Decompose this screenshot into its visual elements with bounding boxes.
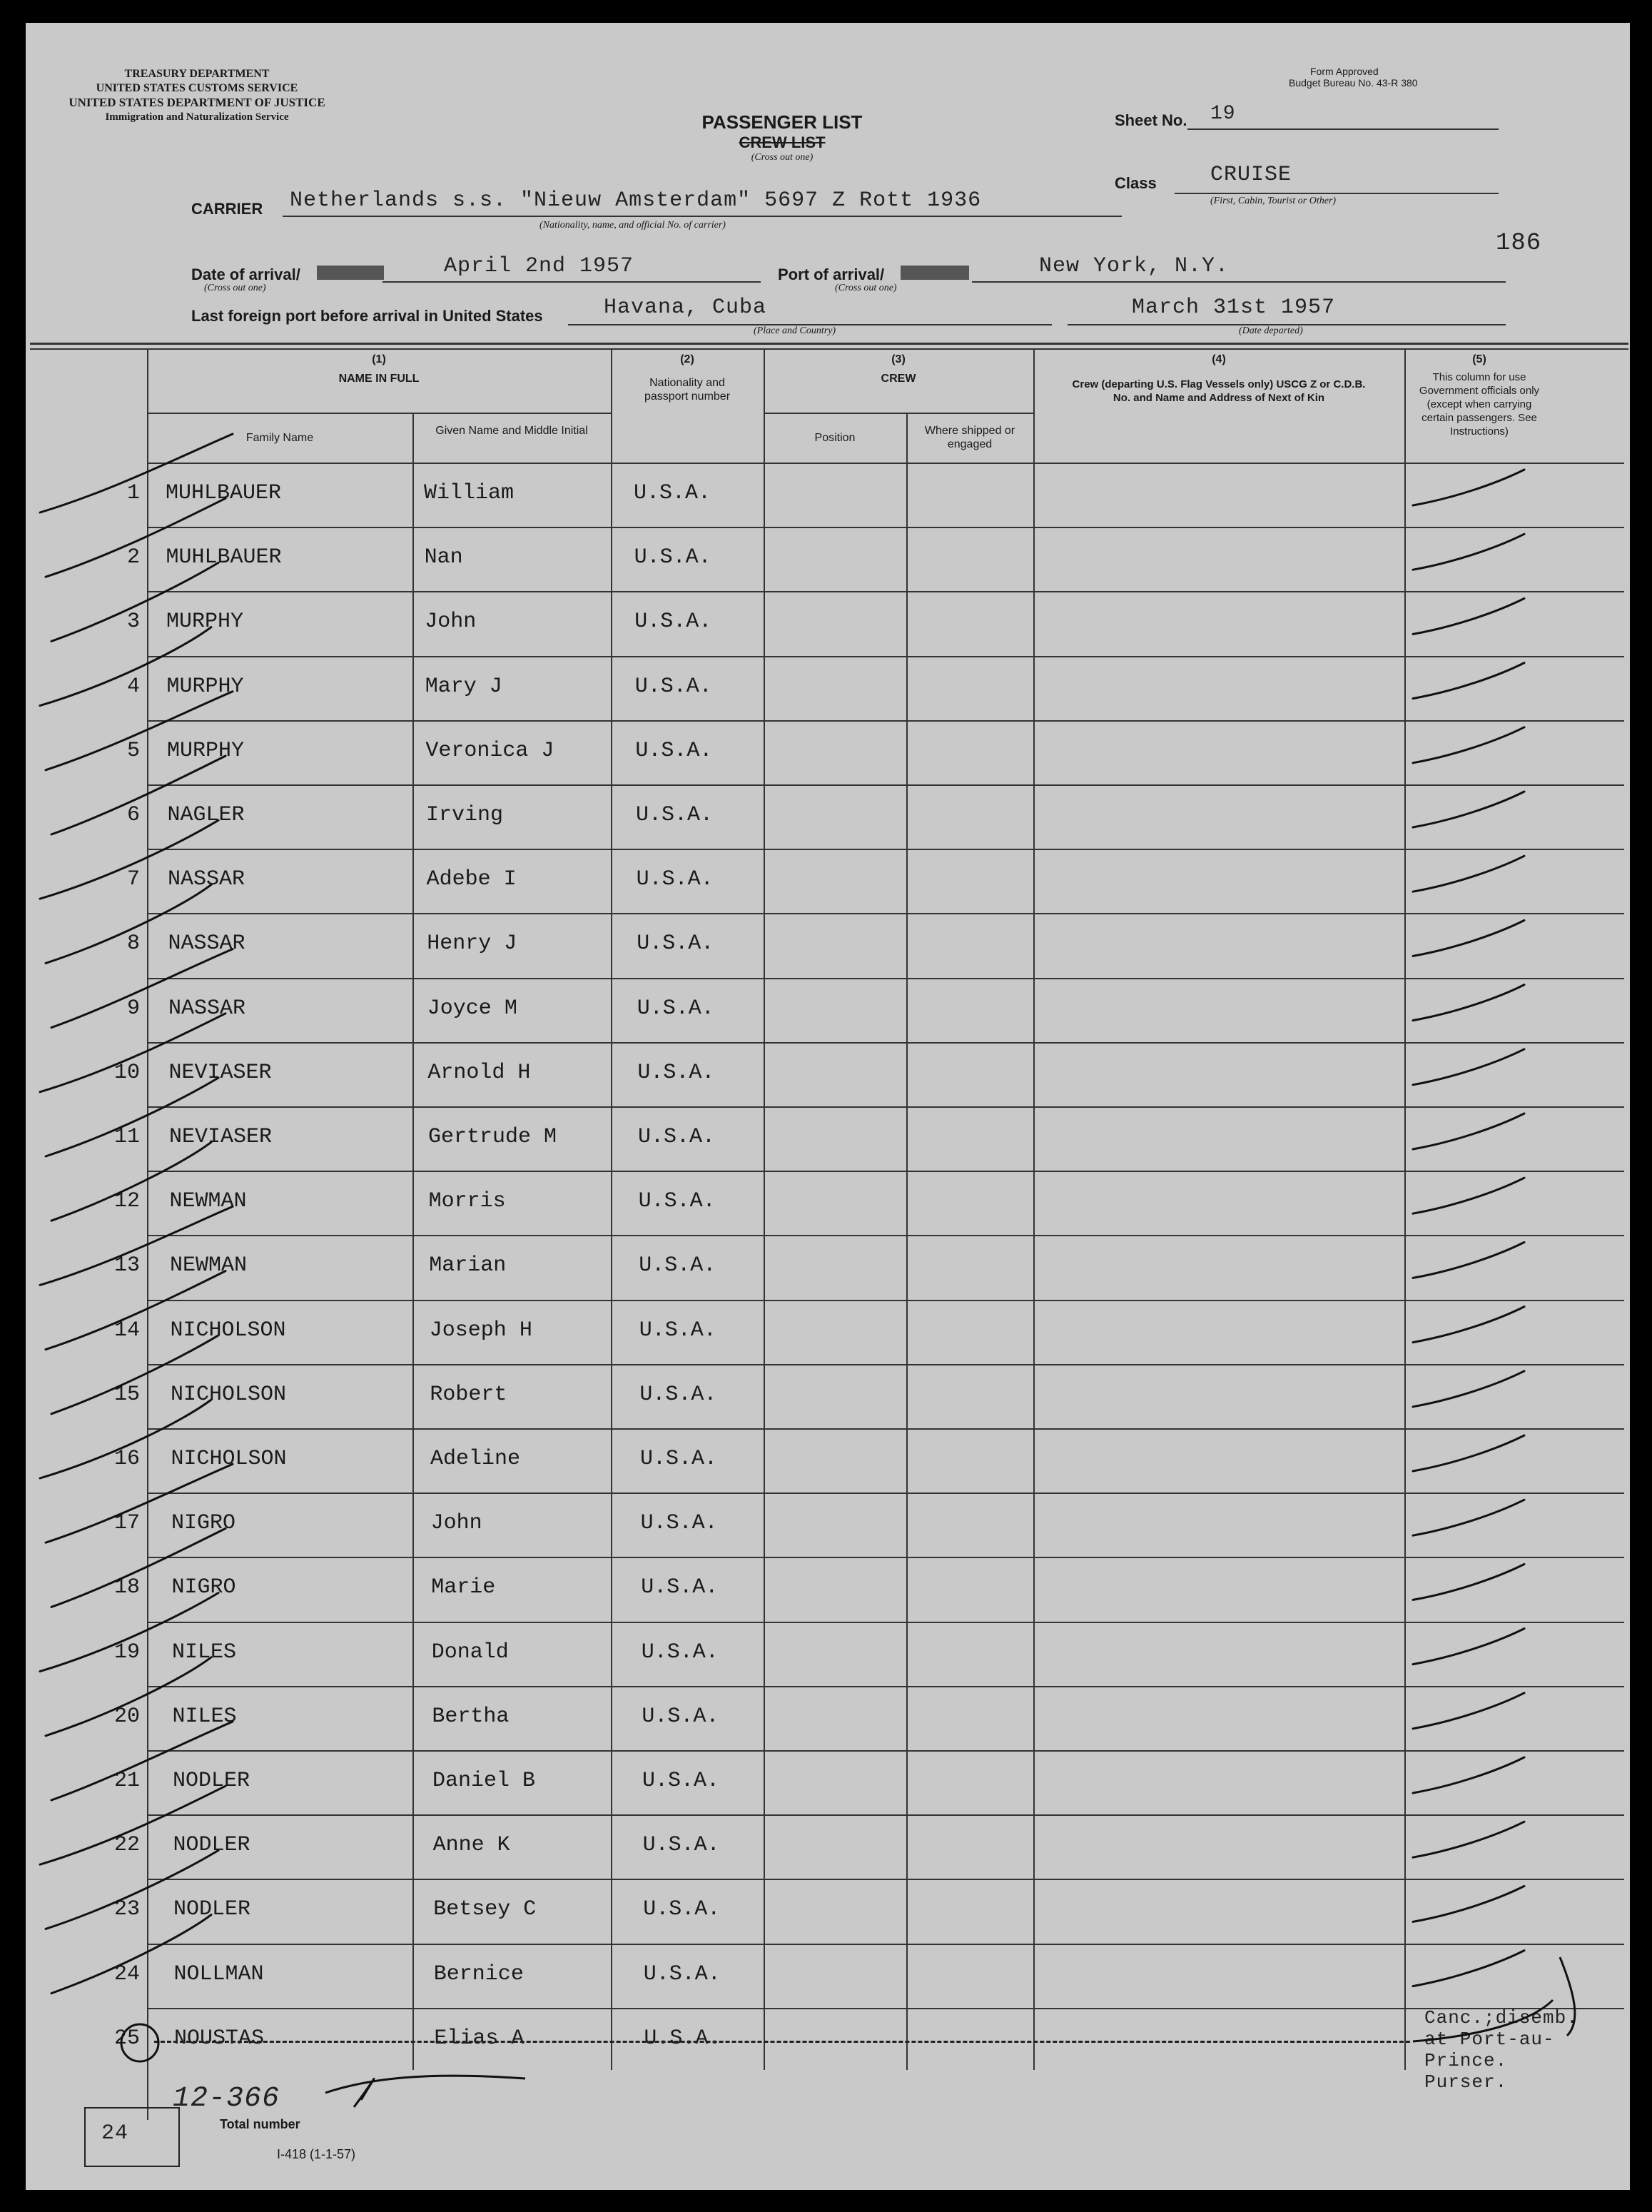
last-port-label: Last foreign port before arrival in United States xyxy=(191,307,543,325)
given-name-cell: Bertha xyxy=(432,1704,510,1729)
given-name-cell: Joyce M xyxy=(427,996,517,1021)
nationality-cell: U.S.A. xyxy=(640,1511,718,1536)
given-name-header: Given Name and Middle Initial xyxy=(435,425,588,437)
given-name-cell: John xyxy=(430,1511,482,1536)
row-number: 11 xyxy=(113,1125,140,1149)
col5-check-mark xyxy=(1413,1242,1524,1278)
row-check-mark xyxy=(40,627,211,706)
nationality-cell: U.S.A. xyxy=(642,1769,720,1793)
family-name-cell: NEVIASER xyxy=(169,1125,273,1149)
nationality-cell: U.S.A. xyxy=(637,931,714,956)
port-value: New York, N.Y. xyxy=(1039,254,1230,278)
given-name-cell: Morris xyxy=(428,1189,506,1214)
nationality-cell: U.S.A. xyxy=(639,1253,716,1278)
given-name-cell: John xyxy=(425,610,477,635)
nationality-cell: U.S.A. xyxy=(638,1125,716,1149)
col5-check-mark xyxy=(1413,1371,1524,1407)
given-name-cell: Adeline xyxy=(430,1447,521,1471)
row-number: 24 xyxy=(113,1961,140,1986)
port-label: Port of arrival/ xyxy=(778,266,885,283)
sheet-number: 19 xyxy=(1210,103,1236,125)
row-number: 5 xyxy=(126,738,140,763)
nationality-cell: U.S.A. xyxy=(636,867,714,892)
col5-check-mark xyxy=(1413,598,1524,634)
col5-check-mark xyxy=(1413,1886,1524,1921)
family-name-cell: MUHLBAUER xyxy=(166,545,282,570)
row-check-mark xyxy=(40,1786,225,1864)
family-name-cell: NASSAR xyxy=(168,931,245,956)
carrier-note: (Nationality, name, and official No. of carrier) xyxy=(539,220,726,231)
row-25-circle-mark xyxy=(121,2024,158,2061)
given-name-cell: Bernice xyxy=(433,1961,524,1986)
row-check-mark xyxy=(46,1271,225,1350)
given-name-cell: Adebe I xyxy=(426,867,517,892)
col5-check-mark xyxy=(1413,1178,1524,1213)
given-name-cell: Arnold H xyxy=(427,1060,531,1085)
col5-check-mark xyxy=(1413,1113,1524,1149)
row-check-mark xyxy=(46,498,225,577)
row-check-mark xyxy=(51,1915,211,1994)
nationality-cell: U.S.A. xyxy=(638,1189,716,1214)
row-number: 25 xyxy=(113,2026,140,2051)
row-check-mark xyxy=(40,1400,211,1478)
row-number: 2 xyxy=(126,545,140,570)
row-check-mark xyxy=(51,1722,233,1800)
row-number: 18 xyxy=(113,1575,140,1600)
given-name-cell: Marie xyxy=(431,1575,496,1600)
col3-number: (3) xyxy=(891,353,906,365)
date-cross-note: (Cross out one) xyxy=(204,283,266,293)
family-name-cell: NASSAR xyxy=(168,867,245,892)
total-number-label: Total number xyxy=(220,2117,300,2131)
col5-check-mark xyxy=(1413,1822,1524,1857)
nationality-cell: U.S.A. xyxy=(643,1961,721,1986)
nationality-cell: U.S.A. xyxy=(635,738,713,763)
given-name-cell: Betsey C xyxy=(433,1897,537,1922)
nationality-cell: U.S.A. xyxy=(642,1704,719,1729)
row-number: 8 xyxy=(126,931,140,956)
family-name-cell: MURPHY xyxy=(166,610,244,635)
nationality-cell: U.S.A. xyxy=(643,1897,721,1922)
family-name-cell: NEWMAN xyxy=(170,1253,248,1278)
row-number: 19 xyxy=(113,1640,140,1665)
agency-line: TREASURY DEPARTMENT xyxy=(124,68,270,80)
col5-check-mark xyxy=(1413,1435,1524,1471)
row-check-mark xyxy=(51,1142,211,1221)
sheet-label: Sheet No. xyxy=(1115,111,1187,129)
col5-check-mark xyxy=(1413,920,1524,956)
carrier-value: Netherlands s.s. "Nieuw Amsterdam" 5697 Z Rott 1936 xyxy=(290,188,982,213)
form-number: I-418 (1-1-57) xyxy=(277,2147,356,2161)
row-number: 10 xyxy=(113,1060,140,1085)
nationality-cell: U.S.A. xyxy=(637,996,714,1021)
family-name-cell: MURPHY xyxy=(167,738,245,763)
nationality-cell: U.S.A. xyxy=(641,1640,719,1665)
given-name-cell: Henry J xyxy=(427,931,517,956)
given-name-cell: Joseph H xyxy=(429,1318,532,1343)
family-name-cell: NILES xyxy=(172,1704,237,1729)
row-number: 6 xyxy=(126,803,140,827)
row-check-mark xyxy=(46,1657,211,1736)
col5-title: This column for use Government officials only (except when carrying certain passengers. See Instructions) xyxy=(1419,371,1540,438)
col5-check-mark xyxy=(1413,534,1524,570)
row-number: 20 xyxy=(113,1704,140,1729)
row-number: 23 xyxy=(113,1897,140,1922)
date-value: April 2nd 1957 xyxy=(444,254,634,278)
date-departed-value: March 31st 1957 xyxy=(1132,296,1336,320)
footer-box-value: 24 xyxy=(101,2121,129,2146)
family-name-cell: NIGRO xyxy=(171,1575,236,1600)
nationality-cell: U.S.A. xyxy=(634,481,711,505)
nationality-cell: U.S.A. xyxy=(634,674,712,699)
family-name-cell: NIGRO xyxy=(171,1511,236,1536)
class-value: CRUISE xyxy=(1210,163,1292,187)
row-check-mark xyxy=(46,1078,218,1156)
col5-check-mark xyxy=(1413,1307,1524,1343)
family-name-cell: NODLER xyxy=(173,1897,251,1922)
given-name-cell: Irving xyxy=(426,803,504,827)
row-check-mark xyxy=(40,434,233,512)
col5-check-mark xyxy=(1413,1049,1524,1085)
row-number: 22 xyxy=(113,1833,140,1858)
col5-check-mark xyxy=(1413,1951,1524,1986)
carrier-label: CARRIER xyxy=(191,200,263,218)
row-check-mark xyxy=(51,949,233,1028)
family-name-cell: NAGLER xyxy=(167,803,245,827)
nationality-cell: U.S.A. xyxy=(634,545,711,570)
row-check-mark xyxy=(46,692,233,770)
row-check-mark xyxy=(51,1335,218,1414)
family-name-cell: MUHLBAUER xyxy=(166,481,282,505)
family-name-cell: NOLLMAN xyxy=(173,1961,264,1986)
given-name-cell: William xyxy=(424,481,515,505)
row-number: 4 xyxy=(126,674,140,699)
given-name-cell: Veronica J xyxy=(425,738,554,763)
col5-check-mark xyxy=(1413,470,1524,505)
nationality-cell: U.S.A. xyxy=(644,2026,721,2051)
col4-number: (4) xyxy=(1212,353,1226,365)
nationality-cell: U.S.A. xyxy=(634,610,712,635)
given-name-cell: Donald xyxy=(431,1640,509,1665)
nationality-cell: U.S.A. xyxy=(640,1447,718,1471)
agency-line: Immigration and Naturalization Service xyxy=(105,111,289,123)
nationality-cell: U.S.A. xyxy=(637,1060,715,1085)
col2-title: Nationality and passport number xyxy=(644,377,731,403)
row-check-mark xyxy=(51,756,225,834)
last-port-value: Havana, Cuba xyxy=(604,296,767,320)
signature-mark xyxy=(1413,1957,1575,2041)
col1-number: (1) xyxy=(372,353,386,365)
row-check-mark xyxy=(46,1850,218,1929)
nationality-cell: U.S.A. xyxy=(642,1833,720,1858)
given-name-cell: Gertrude M xyxy=(428,1125,557,1149)
family-name-cell: NEWMAN xyxy=(169,1189,247,1214)
row-check-mark xyxy=(40,820,218,899)
family-name-cell: NICHOLSON xyxy=(171,1382,287,1407)
family-name-cell: MURPHY xyxy=(166,674,244,699)
col5-check-mark xyxy=(1413,1629,1524,1665)
col5-check-mark xyxy=(1413,1500,1524,1535)
family-name-cell: NILES xyxy=(172,1640,237,1665)
date-departed-note: (Date departed) xyxy=(1239,325,1303,336)
col5-check-mark xyxy=(1413,985,1524,1021)
col3-title: CREW xyxy=(881,373,916,385)
family-name-cell: NICHOLSON xyxy=(170,1318,286,1343)
row-number: 9 xyxy=(126,996,140,1021)
shipped-header: Where shipped or engaged xyxy=(924,425,1015,450)
family-name-cell: NOUSTAS xyxy=(174,2026,265,2051)
class-note: (First, Cabin, Tourist or Other) xyxy=(1210,196,1337,206)
port-cross-note: (Cross out one) xyxy=(835,283,897,293)
col5-check-mark xyxy=(1413,792,1524,827)
row-number: 14 xyxy=(113,1318,140,1343)
family-name-cell: NEVIASER xyxy=(168,1060,272,1085)
page-title: PASSENGER LIST xyxy=(701,111,863,133)
row-check-mark xyxy=(51,1528,225,1607)
given-name-cell: Robert xyxy=(430,1382,507,1407)
col5-check-mark xyxy=(1413,1757,1524,1793)
row-number: 21 xyxy=(113,1769,140,1793)
agency-line: UNITED STATES CUSTOMS SERVICE xyxy=(96,82,298,94)
nationality-cell: U.S.A. xyxy=(639,1318,716,1343)
family-name-cell: NODLER xyxy=(173,1769,250,1793)
row-check-mark xyxy=(51,562,218,641)
last-port-note: (Place and Country) xyxy=(754,325,836,336)
col2-number: (2) xyxy=(680,353,694,365)
row-number: 13 xyxy=(113,1253,140,1278)
row-number: 17 xyxy=(113,1511,140,1536)
handwritten-count: 12-366 xyxy=(173,2083,280,2115)
row-number: 16 xyxy=(113,1447,140,1471)
position-header: Position xyxy=(814,432,856,444)
col5-check-mark xyxy=(1413,1564,1524,1600)
form-approved-line: Form Approved xyxy=(1310,66,1379,77)
family-name-cell: NASSAR xyxy=(168,996,246,1021)
given-name-cell: Marian xyxy=(429,1253,507,1278)
family-name-cell: NODLER xyxy=(173,1833,250,1858)
nationality-cell: U.S.A. xyxy=(636,803,714,827)
nationality-cell: U.S.A. xyxy=(641,1575,719,1600)
row-number: 12 xyxy=(113,1189,140,1214)
col5-check-mark xyxy=(1413,856,1524,892)
row-check-mark xyxy=(46,1464,236,1542)
row-check-mark xyxy=(40,1593,218,1672)
cross-out-note: (Cross out one) xyxy=(751,152,814,163)
row-number: 7 xyxy=(126,867,140,892)
cancellation-note: Canc.;disemb. at Port-au-Prince. Purser. xyxy=(1424,2007,1578,2093)
date-label: Date of arrival/ xyxy=(191,266,300,283)
agency-line: UNITED STATES DEPARTMENT OF JUSTICE xyxy=(69,96,325,109)
row-check-mark xyxy=(46,884,211,963)
col5-number: (5) xyxy=(1472,353,1486,365)
family-name-header: Family Name xyxy=(245,432,314,444)
row-number: 1 xyxy=(126,481,140,505)
given-name-cell: Elias A xyxy=(434,2026,525,2051)
nationality-cell: U.S.A. xyxy=(639,1382,717,1407)
row-number: 3 xyxy=(126,610,140,635)
given-name-cell: Anne K xyxy=(432,1833,510,1858)
given-name-cell: Mary J xyxy=(425,674,502,699)
col1-title: NAME IN FULL xyxy=(338,373,420,385)
row-check-mark xyxy=(40,1206,233,1285)
row-number: 15 xyxy=(113,1382,140,1407)
col5-check-mark xyxy=(1413,1693,1524,1729)
form-approved-line: Budget Bureau No. 43-R 380 xyxy=(1289,77,1418,89)
family-name-cell: NICHOLSON xyxy=(171,1447,287,1471)
crew-list-crossed: CREW LIST xyxy=(739,133,826,151)
col5-check-mark xyxy=(1413,663,1524,699)
given-name-cell: Daniel B xyxy=(432,1769,536,1793)
passenger-list-sheet xyxy=(26,23,1630,2190)
row-check-mark xyxy=(40,1014,225,1092)
given-name-cell: Nan xyxy=(424,545,463,570)
class-label: Class xyxy=(1115,174,1157,192)
pen-marks xyxy=(26,23,1630,2190)
page-number: 186 xyxy=(1496,230,1542,257)
col4-title: Crew (departing U.S. Flag Vessels only) USCG Z or C.D.B. No. and Name and Address of Next of Kin xyxy=(1072,378,1366,404)
col5-check-mark xyxy=(1413,727,1524,763)
purser-signature xyxy=(325,2076,525,2107)
